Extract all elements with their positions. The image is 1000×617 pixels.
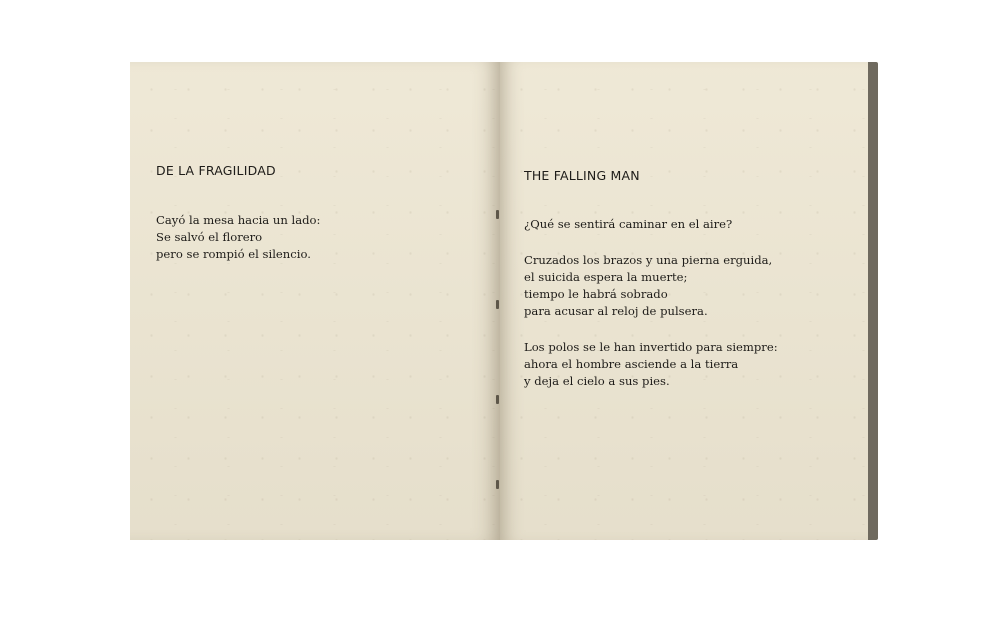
poem-line: Cruzados los brazos y una pierna erguida, <box>524 253 773 267</box>
stanza <box>524 216 778 233</box>
right-page <box>500 62 868 540</box>
poem-line: para acusar al reloj de pulsera. <box>524 304 708 318</box>
poem-line: ¿Qué se sentirá caminar en el aire? <box>524 217 733 231</box>
right-poem-title: THE FALLING MAN <box>524 168 640 183</box>
poem-line: el suicida espera la muerte; <box>524 270 688 284</box>
left-poem-title: DE LA FRAGILIDAD <box>156 163 276 178</box>
poem-line: Se salvó el florero <box>156 230 263 244</box>
right-poem-body <box>524 216 778 409</box>
left-page <box>130 62 500 540</box>
poem-line: y deja el cielo a sus pies. <box>524 374 670 388</box>
binding-stitch <box>496 480 499 489</box>
poem-line: ahora el hombre asciende a la tierra <box>524 357 739 371</box>
poem-line: Cayó la mesa hacia un lado: <box>156 213 321 227</box>
poem-line: pero se rompió el silencio. <box>156 247 311 261</box>
left-poem-body <box>156 212 320 263</box>
binding-stitch <box>496 395 499 404</box>
binding-stitch <box>496 210 499 219</box>
stanza <box>524 339 778 390</box>
binding-stitch <box>496 300 499 309</box>
poem-line: Los polos se le han invertido para siempre: <box>524 340 778 354</box>
poem-line: tiempo le habrá sobrado <box>524 287 668 301</box>
stanza <box>524 252 778 320</box>
